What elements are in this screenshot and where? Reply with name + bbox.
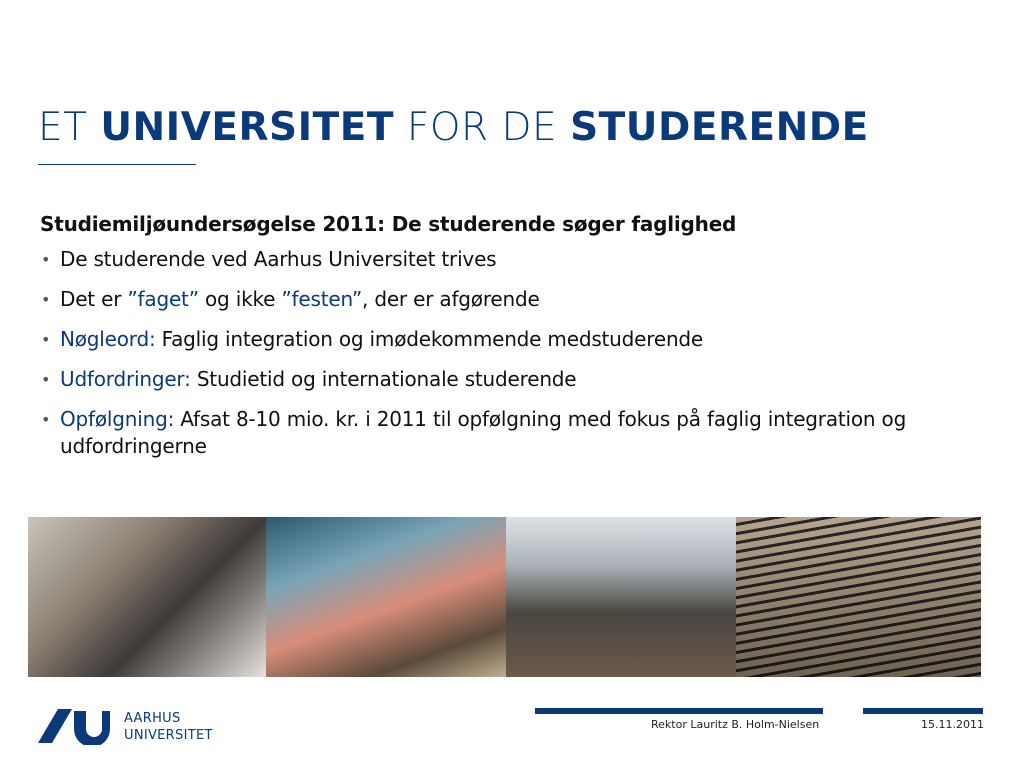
bullet-item [40, 246, 920, 273]
students-studying-photo [28, 517, 266, 677]
bullet-label-nogleord: Nøgleord: [60, 327, 156, 351]
bullet-dot: • [41, 330, 51, 349]
bullet-text: De studerende ved Aarhus Universitet trives [60, 247, 497, 271]
bullet-text: Studietid og internationale studerende [190, 367, 577, 391]
bullet-text: Afsat 8-10 mio. kr. i 2011 til opfølgning med fokus på faglig integration og udfordringerne [60, 407, 907, 458]
bullet-dot: • [41, 370, 51, 389]
bullet-accent-faget: ”faget” [127, 287, 199, 311]
bullet-dot: • [41, 250, 51, 269]
bullet-text-mid: og ikke [198, 287, 282, 311]
bullet-item [40, 406, 920, 460]
title-part-3: FOR DE [394, 105, 571, 150]
students-laptop-photo [266, 517, 506, 677]
footer-date: 15.11.2011 [921, 718, 984, 731]
title-part-4: STUDERENDE [570, 105, 869, 150]
students-crowd-photo [506, 517, 736, 677]
bullet-label-udfordringer: Udfordringer: [60, 367, 191, 391]
slide-title [38, 104, 869, 152]
footer-author-bar [535, 708, 823, 714]
title-part-2: UNIVERSITET [100, 105, 394, 150]
lecture-hall-photo [736, 517, 981, 677]
title-underline [38, 164, 196, 165]
footer-date-bar [863, 708, 983, 714]
aarhus-university-logo-icon [38, 707, 110, 745]
university-name [124, 710, 213, 744]
bullet-text-pre: Det er [60, 287, 128, 311]
bullet-item [40, 366, 920, 393]
bullet-dot: • [41, 290, 51, 309]
bullet-list [40, 246, 920, 473]
bullet-item [40, 286, 920, 313]
bullet-item [40, 326, 920, 353]
bullet-dot: • [41, 410, 51, 429]
title-part-1: ET [38, 105, 101, 150]
photo-strip [28, 517, 981, 677]
university-name-line-1: AARHUS [124, 711, 181, 726]
university-name-line-2: UNIVERSITET [124, 728, 213, 743]
bullet-accent-festen: ”festen” [281, 287, 363, 311]
bullet-text-post: , der er afgørende [362, 287, 540, 311]
bullet-label-opfolgning: Opfølgning: [60, 407, 175, 431]
subheading: Studiemiljøundersøgelse 2011: De studerende søger faglighed [40, 212, 737, 236]
footer-author: Rektor Lauritz B. Holm-Nielsen [651, 718, 820, 731]
bullet-text: Faglig integration og imødekommende medstuderende [155, 327, 704, 351]
